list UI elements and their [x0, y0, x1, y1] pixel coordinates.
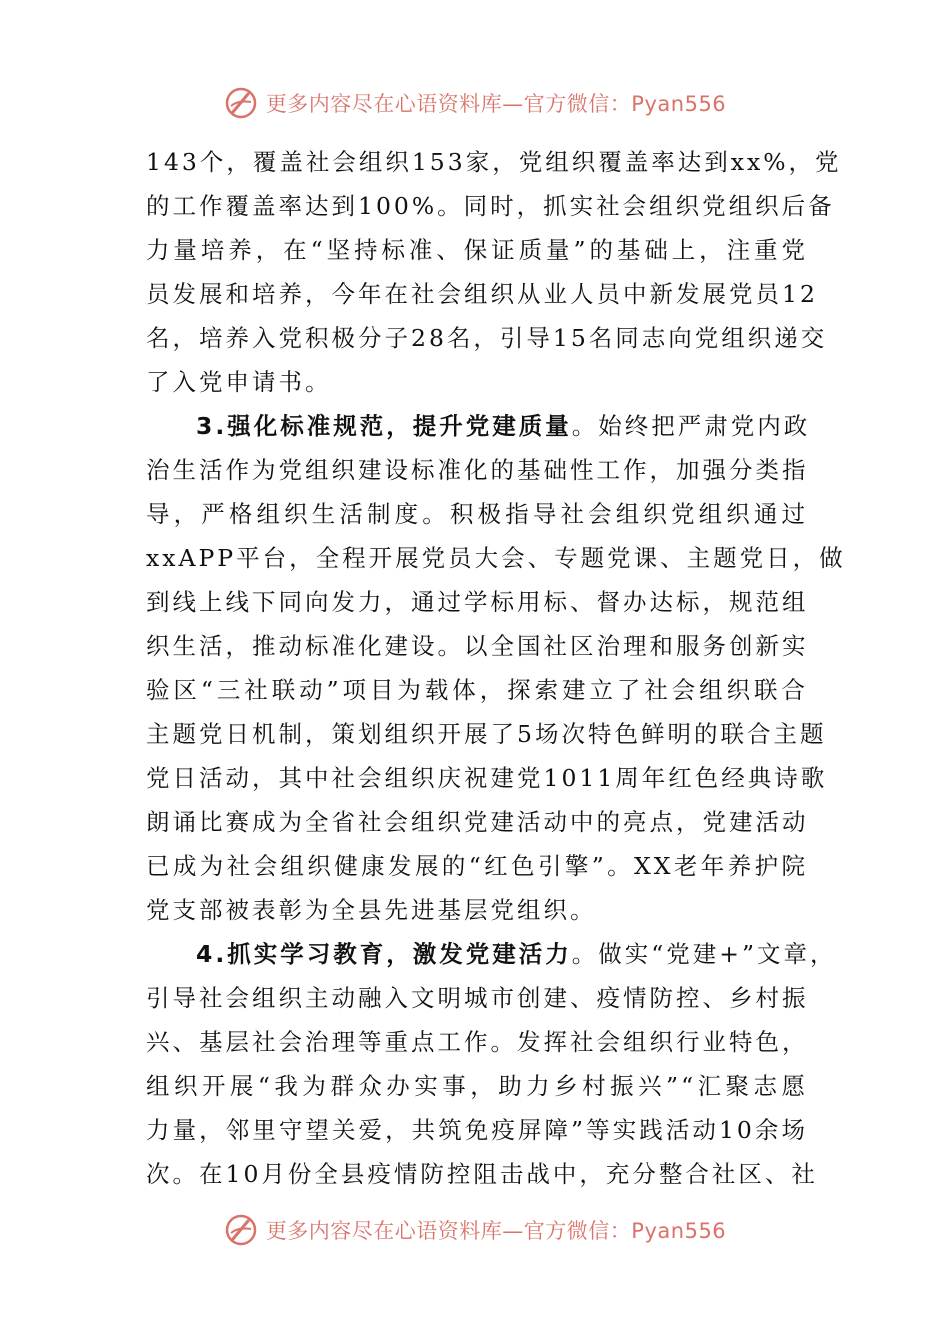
text-span: 。做实“党建+”文章，	[571, 940, 837, 968]
watermark-footer	[0, 1210, 950, 1250]
text-line: 朗诵比赛成为全省社会组织党建活动中的亮点，党建活动	[146, 808, 809, 836]
text-line: 主题党日机制，策划组织开展了5场次特色鲜明的联合主题	[146, 720, 827, 748]
text-line	[146, 404, 811, 448]
document-body	[146, 140, 846, 1196]
text-line: 已成为社会组织健康发展的“红色引擎”。XX老年养护院	[146, 852, 808, 880]
text-line: 治生活作为党组织建设标准化的基础性工作，加强分类指	[146, 456, 809, 484]
text-line: 的工作覆盖率达到100%。同时，抓实社会组织党组织后备	[146, 192, 835, 220]
text-line: 党支部被表彰为全县先进基层党组织。	[146, 896, 597, 924]
pen-circle-logo-icon	[224, 1213, 258, 1247]
text-line: 验区“三社联动”项目为载体，探索建立了社会组织联合	[146, 676, 808, 704]
text-line	[146, 932, 837, 976]
paragraph-2	[146, 404, 846, 932]
text-line: 名，培养入党积极分子28名，引导15名同志向党组织递交	[146, 324, 828, 352]
pen-circle-logo-icon	[224, 86, 258, 120]
text-line: xxAPP平台，全程开展党员大会、专题党课、主题党日，做	[146, 544, 846, 572]
text-line: 组织开展“我为群众办实事，助力乡村振兴”“汇聚志愿	[146, 1072, 808, 1100]
paragraph-3	[146, 932, 837, 1196]
text-line: 党日活动，其中社会组织庆祝建党1011周年红色经典诗歌	[146, 764, 828, 792]
watermark-text: 更多内容尽在心语资料库—官方微信：Pyan556	[265, 1219, 727, 1243]
paragraph-1	[146, 140, 842, 404]
text-line: 力量培养，在“坚持标准、保证质量”的基础上，注重党	[146, 236, 808, 264]
text-line: 织生活，推动标准化建设。以全国社区治理和服务创新实	[146, 632, 809, 660]
watermark-header	[0, 83, 950, 123]
text-span: 。始终把严肃党内政	[571, 412, 811, 440]
section-heading: 4.抓实学习教育，激发党建活力	[196, 940, 572, 968]
text-line: 了入党申请书。	[146, 368, 332, 396]
text-line: 导，严格组织生活制度。积极指导社会组织党组织通过	[146, 500, 808, 528]
text-line: 到线上线下同向发力，通过学标用标、督办达标，规范组	[146, 588, 809, 616]
text-line: 143个，覆盖社会组织153家，党组织覆盖率达到xx%，党	[146, 148, 842, 176]
text-line: 兴、基层社会治理等重点工作。发挥社会组织行业特色，	[146, 1028, 809, 1056]
text-line: 员发展和培养，今年在社会组织从业人员中新发展党员12	[146, 280, 818, 308]
section-heading: 3.强化标准规范，提升党建质量	[196, 412, 572, 440]
text-line: 力量，邻里守望关爱，共筑免疫屏障”等实践活动10余场	[146, 1116, 808, 1144]
watermark-text: 更多内容尽在心语资料库—官方微信：Pyan556	[265, 92, 727, 116]
text-line: 次。在10月份全县疫情防控阻击战中，充分整合社区、社	[146, 1160, 818, 1188]
text-line: 引导社会组织主动融入文明城市创建、疫情防控、乡村振	[146, 984, 809, 1012]
